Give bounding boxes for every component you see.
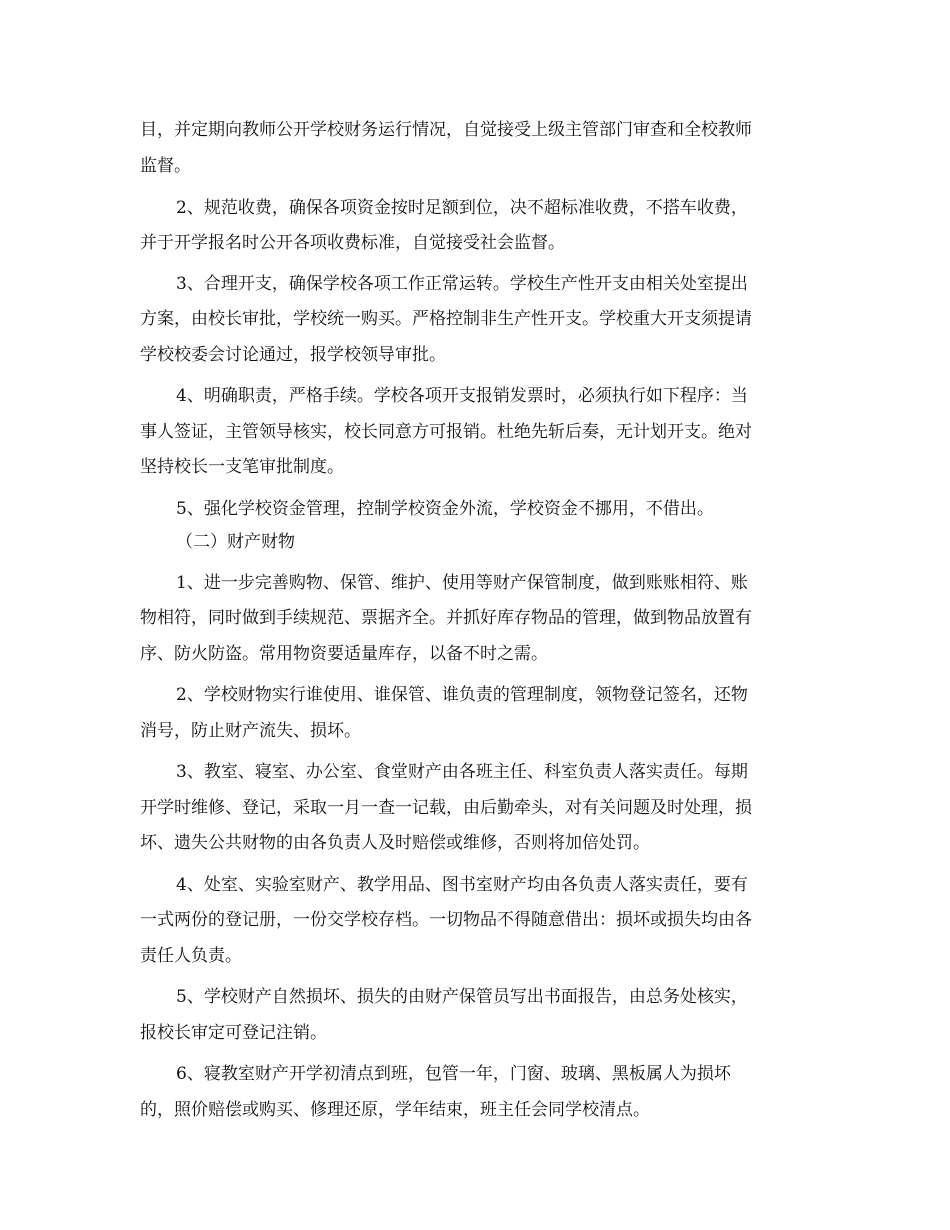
text-line: 1、进一步完善购物、保管、维护、使用等财产保管制度，做到账账相符、账 [176,573,748,593]
text-line: 责任人负责。 [140,946,242,966]
text-line: 消号，防止财产流失、损坏。 [140,721,361,741]
text-line: 事人签证，主管领导核实，校长同意方可报销。杜绝先斩后奏，无计划开支。绝对 [140,422,752,442]
section-heading: （二）财产财物 [176,532,295,552]
text-line: 一式两份的登记册，一份交学校存档。一切物品不得随意借出：损坏或损失均由各 [140,910,752,930]
text-line: 4、明确职责，严格手续。学校各项开支报销发票时，必须执行如下程序：当 [176,386,748,406]
text-line: 目，并定期向教师公开学校财务运行情况，自觉接受上级主管部门审查和全校教师 [140,120,752,140]
text-line: 4、处室、实验室财产、教学用品、图书室财产均由各负责人落实责任，要有 [176,875,748,895]
text-line: 开学时维修、登记，采取一月一查一记载，由后勤牵头，对有关问题及时处理，损 [140,798,752,818]
text-line: 3、合理开支，确保学校各项工作正常运转。学校生产性开支由相关处室提出 [176,274,748,294]
text-line: 5、强化学校资金管理，控制学校资金外流，学校资金不挪用，不借出。 [176,499,714,519]
text-line: 2、规范收费，确保各项资金按时足额到位，决不超标准收费，不搭车收费， [176,198,748,218]
text-line: 5、学校财产自然损坏、损失的由财产保管员写出书面报告，由总务处核实， [176,987,748,1007]
text-line: 物相符，同时做到手续规范、票据齐全。并抓好库存物品的管理，做到物品放置有 [140,608,752,628]
text-line: 方案，由校长审批，学校统一购买。严格控制非生产性开支。学校重大开支须提请 [140,309,752,329]
text-line: 3、教室、寝室、办公室、食堂财产由各班主任、科室负责人落实责任。每期 [176,762,748,782]
text-line: 监督。 [140,156,191,176]
text-line: 序、防火防盗。常用物资要适量库存，以备不时之需。 [140,644,548,664]
text-line: 坚持校长一支笔审批制度。 [140,457,344,477]
text-line: 2、学校财物实行谁使用、谁保管、谁负责的管理制度，领物登记签名，还物 [176,685,748,705]
text-line: 坏、遗失公共财物的由各负责人及时赔偿或维修，否则将加倍处罚。 [140,833,650,853]
text-line: 6、寝教室财产开学初清点到班，包管一年，门窗、玻璃、黑板属人为损坏 [176,1064,731,1084]
text-line: 学校校委会讨论通过，报学校领导审批。 [140,345,446,365]
text-line: 报校长审定可登记注销。 [140,1023,327,1043]
text-line: 并于开学报名时公开各项收费标准，自觉接受社会监督。 [140,233,565,253]
text-line: 的，照价赔偿或购买、修理还原，学年结束，班主任会同学校清点。 [140,1100,650,1120]
